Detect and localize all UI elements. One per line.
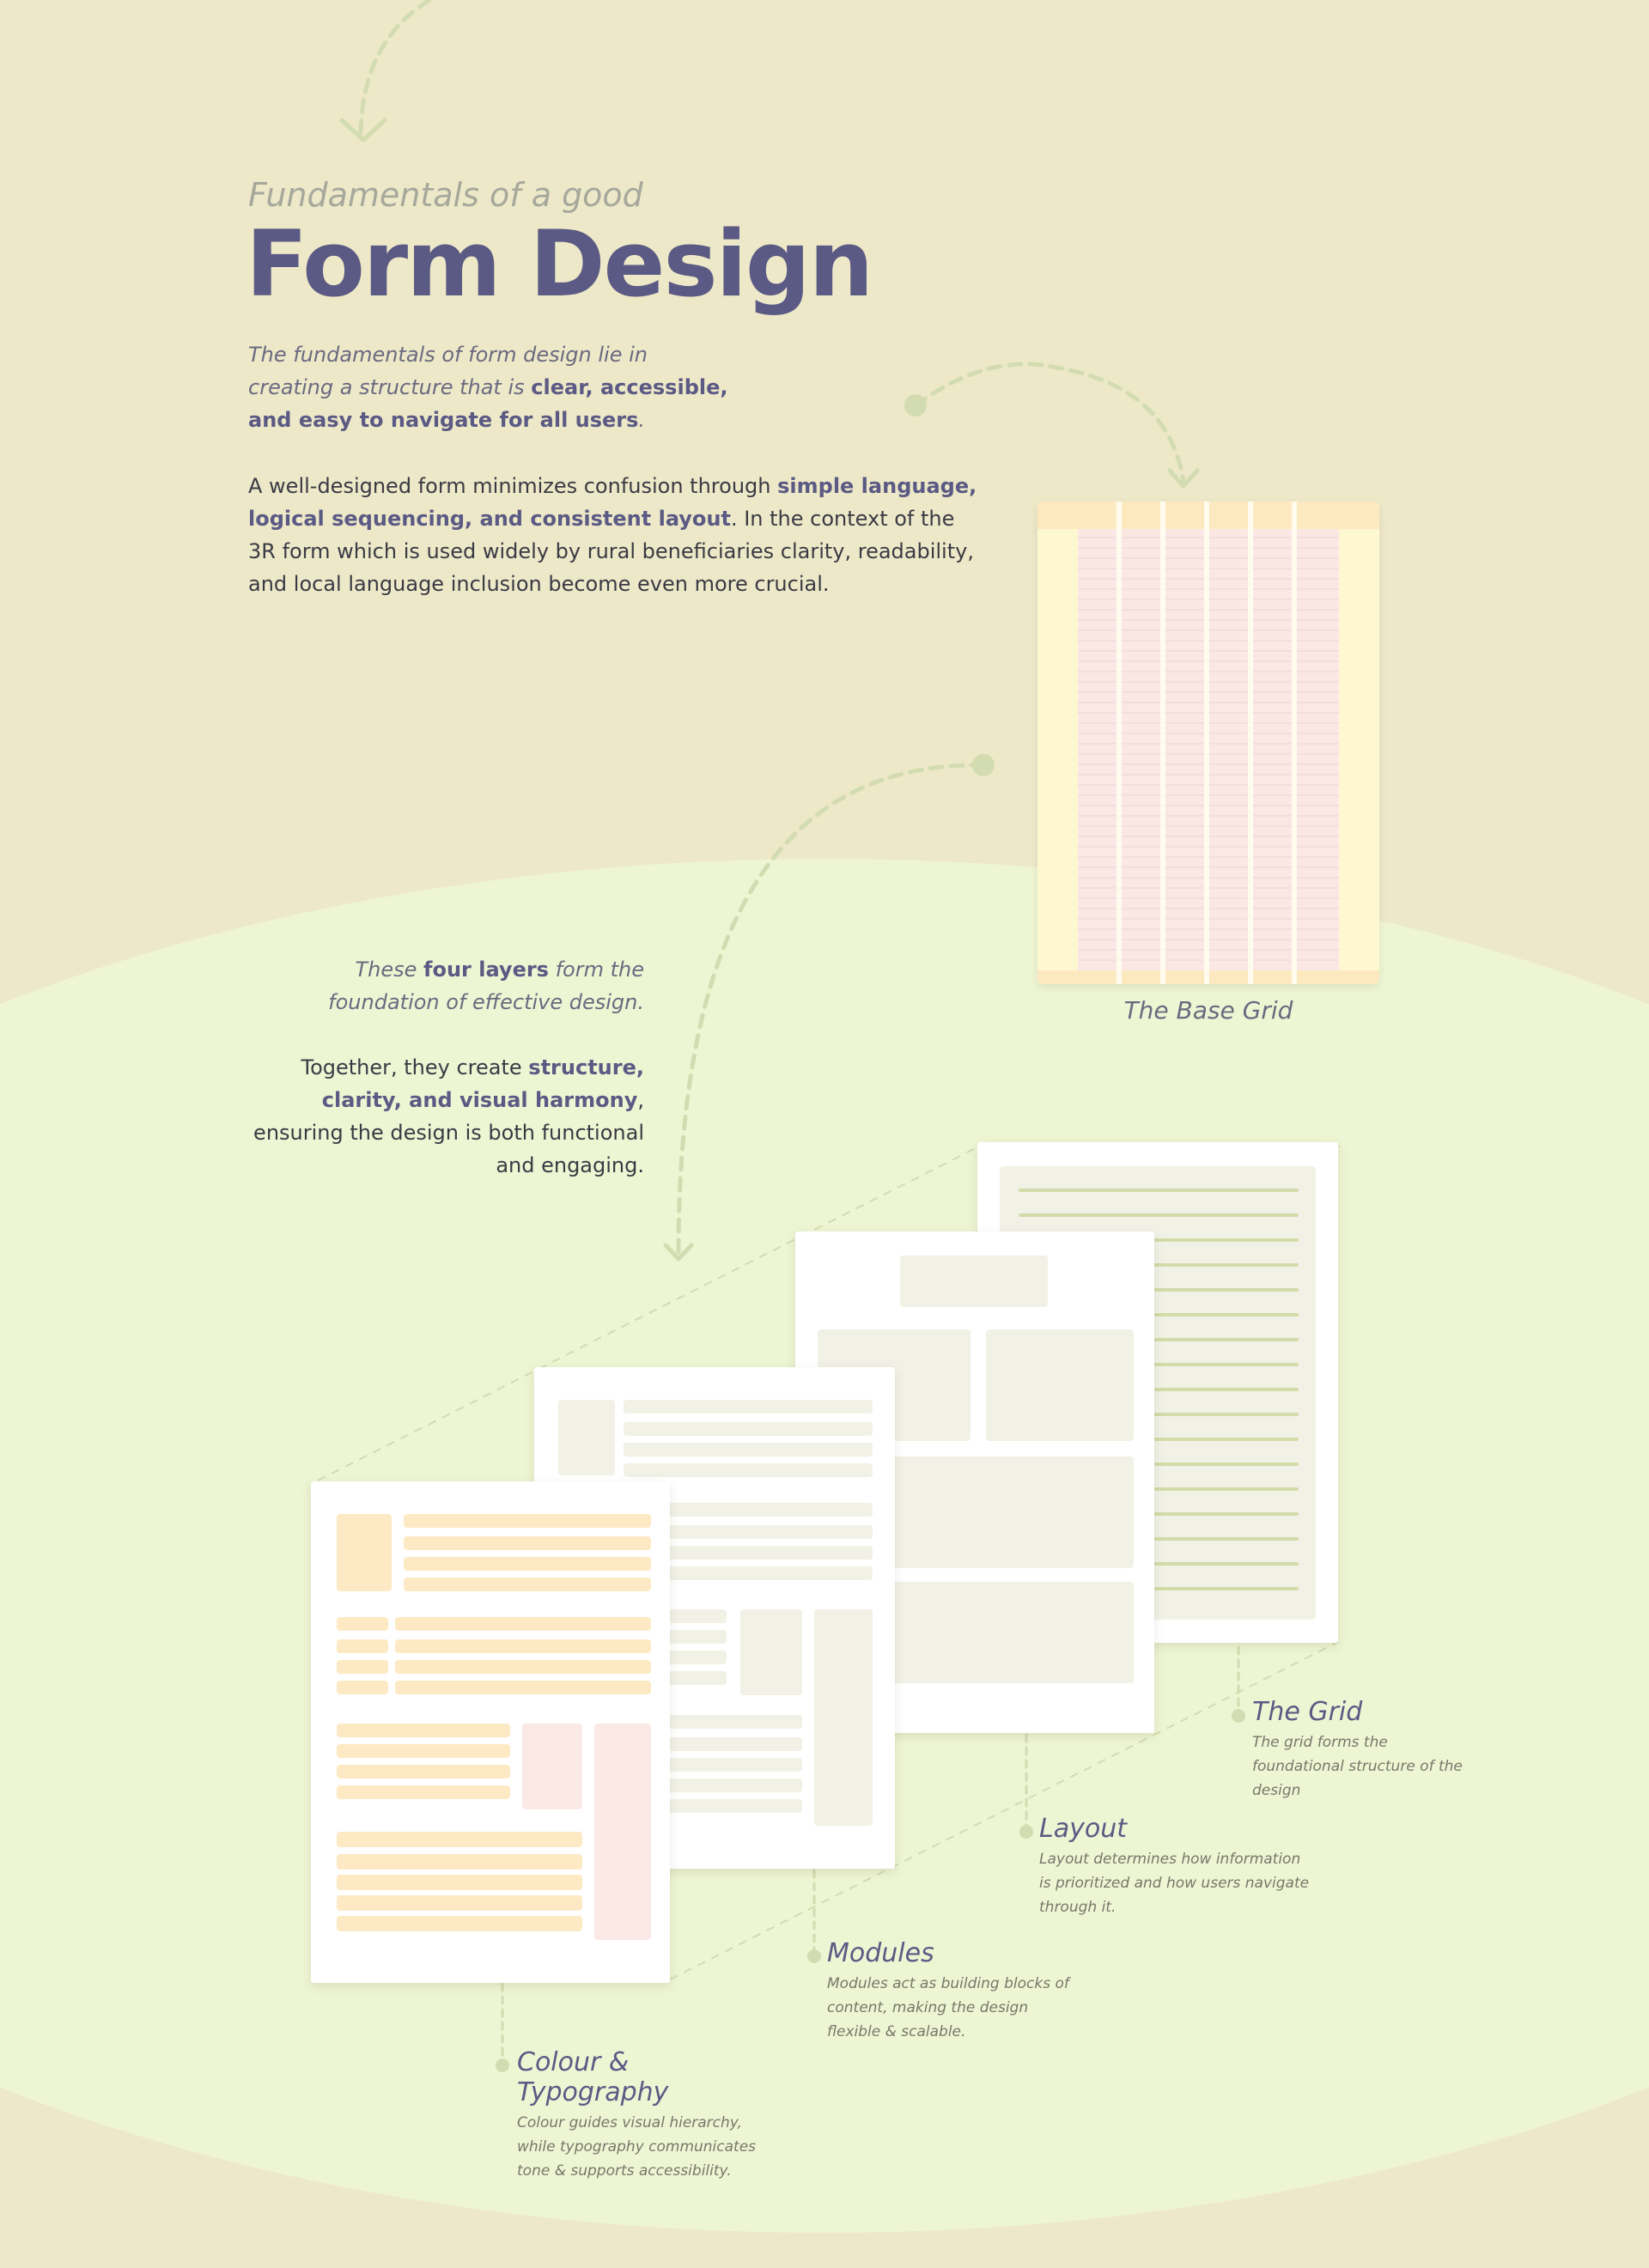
dot-modules-cap: [807, 1949, 821, 1963]
colour-row: [337, 1660, 388, 1674]
colour-row: [395, 1639, 651, 1653]
layout-block: [900, 1256, 1048, 1307]
module-row: [624, 1400, 873, 1414]
layers-intro: [249, 953, 644, 1018]
colour-block: [337, 1514, 392, 1591]
layers-emphasis: structure, clarity, and visual harmony: [321, 1055, 644, 1112]
layers-part: Together, they create: [301, 1055, 529, 1079]
base-grid-illustration: [1037, 502, 1379, 984]
layers-emphasis: four layers: [423, 958, 549, 982]
intro-text: [248, 338, 729, 436]
intro-part: .: [638, 408, 646, 432]
grid-gutter: [1248, 502, 1253, 984]
module-row: [624, 1463, 873, 1477]
colour-sheet: [311, 1481, 670, 1983]
colour-row: [404, 1536, 651, 1550]
layers-arrow-path: [678, 765, 983, 1254]
module-row: [624, 1422, 873, 1436]
top-arrow-path: [361, 0, 429, 137]
colour-row: [337, 1744, 510, 1758]
module-block: [814, 1609, 873, 1826]
module-block: [558, 1400, 615, 1475]
colour-row: [395, 1660, 651, 1674]
paragraph-part: A well-designed form minimizes confusion through: [248, 474, 778, 498]
base-grid-card: [1037, 502, 1379, 984]
module-row: [624, 1443, 873, 1456]
caption-modules: [827, 1938, 1085, 2044]
module-block: [740, 1609, 802, 1695]
colour-row: [337, 1895, 582, 1911]
layers-summary: [249, 1051, 644, 1182]
colour-row: [404, 1557, 651, 1571]
dot-colour-cap: [496, 2058, 509, 2072]
layers-part: These: [355, 958, 424, 982]
caption-grid-title: The Grid: [1252, 1697, 1363, 1727]
colour-row: [337, 1617, 388, 1631]
colour-row: [337, 1639, 388, 1653]
grid-gutter: [1292, 502, 1297, 984]
colour-row: [337, 1724, 510, 1737]
colour-row: [404, 1578, 651, 1591]
caption-colour-desc: Colour guides visual hierarchy, while typography communicates tone & supports accessibility.: [517, 2114, 757, 2180]
colour-block: [522, 1724, 582, 1809]
caption-colour: [517, 2047, 783, 2183]
body-paragraph: [248, 470, 987, 600]
colour-row: [337, 1765, 510, 1779]
grid-gutter: [1204, 502, 1209, 984]
paragraph-emphasis: simple language, logical sequencing, and consistent layout: [248, 474, 977, 531]
base-grid-caption: The Base Grid: [1123, 996, 1293, 1025]
dot-grid-cap: [1232, 1709, 1245, 1723]
caption-grid-desc: The grid forms the foundational structure of the design: [1252, 1734, 1463, 1799]
colour-block: [594, 1724, 651, 1940]
grid-arrow-path: [916, 364, 1184, 481]
layout-block: [986, 1329, 1134, 1441]
paragraph-part: . In the context of the 3R form which is used widely by rural beneficiaries clarity, readability, and local language inclusion become even more crucial.: [248, 507, 974, 596]
colour-row: [337, 1785, 510, 1799]
dot-grid-arrow: [904, 394, 927, 417]
caption-layout: [1039, 1814, 1314, 1919]
dot-layers-arrow: [972, 754, 995, 776]
layers-part: , ensuring the design is both functional and engaging.: [253, 1088, 644, 1177]
colour-row: [404, 1514, 651, 1528]
colour-row: [337, 1681, 388, 1694]
dot-layout-cap: [1019, 1825, 1033, 1839]
colour-row: [395, 1681, 651, 1694]
caption-modules-title: Modules: [827, 1938, 934, 1968]
caption-grid: [1252, 1697, 1476, 1803]
page-title: Form Design: [246, 211, 873, 317]
caption-layout-title: Layout: [1039, 1814, 1127, 1844]
arrowhead-top: [342, 120, 385, 140]
grid-gutter: [1160, 502, 1165, 984]
grid-line: [1019, 1189, 1299, 1192]
colour-row: [395, 1617, 651, 1631]
caption-colour-title: Colour & Typography: [517, 2047, 669, 2107]
layers-text: [249, 953, 644, 1182]
caption-modules-desc: Modules act as building blocks of content, making the design flexible & scalable.: [827, 1975, 1069, 2040]
grid-gutter: [1117, 502, 1122, 984]
grid-line: [1019, 1213, 1299, 1217]
layers-part: form the foundation of effective design.: [328, 958, 644, 1014]
intro-part: The fundamentals of form design lie in creating a structure that is: [248, 343, 648, 399]
caption-layout-desc: Layout determines how information is prioritized and how users navigate through it.: [1039, 1851, 1310, 1916]
colour-row: [337, 1854, 582, 1870]
intro-emphasis: clear, accessible, and easy to navigate for all users: [248, 375, 728, 432]
colour-row: [337, 1875, 582, 1890]
colour-row: [337, 1832, 582, 1847]
colour-row: [337, 1916, 582, 1931]
page-kicker: Fundamentals of a good: [248, 176, 643, 214]
